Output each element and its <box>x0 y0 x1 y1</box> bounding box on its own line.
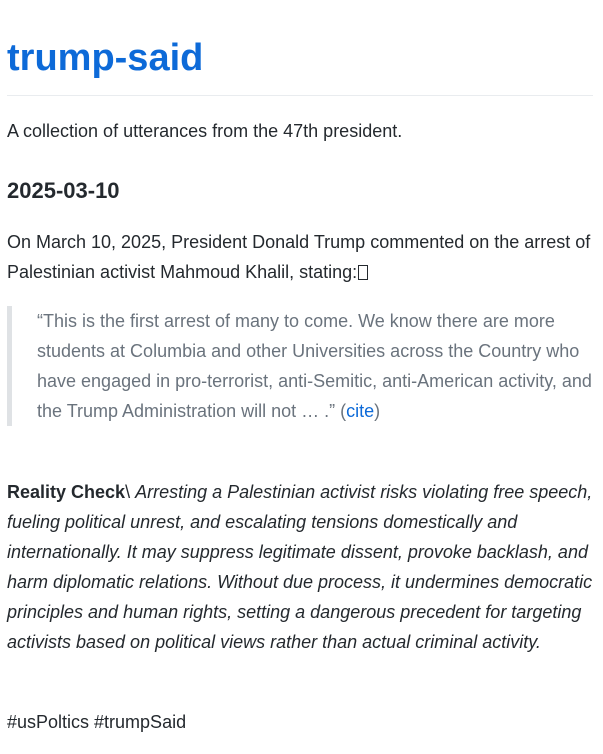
site-tagline: A collection of utterances from the 47th president. <box>7 121 403 141</box>
post-intro <box>7 227 597 287</box>
cite-link[interactable]: cite <box>346 401 375 421</box>
cite-open-paren: ( <box>335 401 347 421</box>
missing-glyph-icon <box>358 265 368 280</box>
post-intro-text: On March 10, 2025, President Donald Trump commented on the arrest of Palestinian activist Mahmoud Khalil, stating: <box>7 232 591 282</box>
cite-close-paren: ) <box>374 401 381 421</box>
quote-text: “This is the first arrest of many to come. We know there are more students at Columbia and other Universities across the Country who have engaged in pro-terrorist, anti-Semitic, anti-American activity, and the Trump Administration will not … .” <box>37 311 592 421</box>
reality-check-text: Arresting a Palestinian activist risks violating free speech, fueling political unrest, and escalating tensions domestically and internationally. It may suppress legitimate dissent, provoke backlash, and harm diplomatic relations. Without due process, it undermines democratic principles and human rights, setting a dangerous precedent for targeting activists based on political views rather than actual criminal activity. <box>7 482 593 652</box>
reality-check <box>7 477 597 657</box>
site-title-link[interactable]: trump-said <box>7 37 204 79</box>
post-date-heading: 2025-03-10 <box>7 178 120 203</box>
reality-check-label: Reality Check <box>7 482 126 502</box>
trump-quote <box>7 306 603 426</box>
reality-check-separator: \ <box>125 482 136 502</box>
title-divider <box>7 95 593 96</box>
post-tags: #usPoltics #trumpSaid <box>7 712 187 732</box>
